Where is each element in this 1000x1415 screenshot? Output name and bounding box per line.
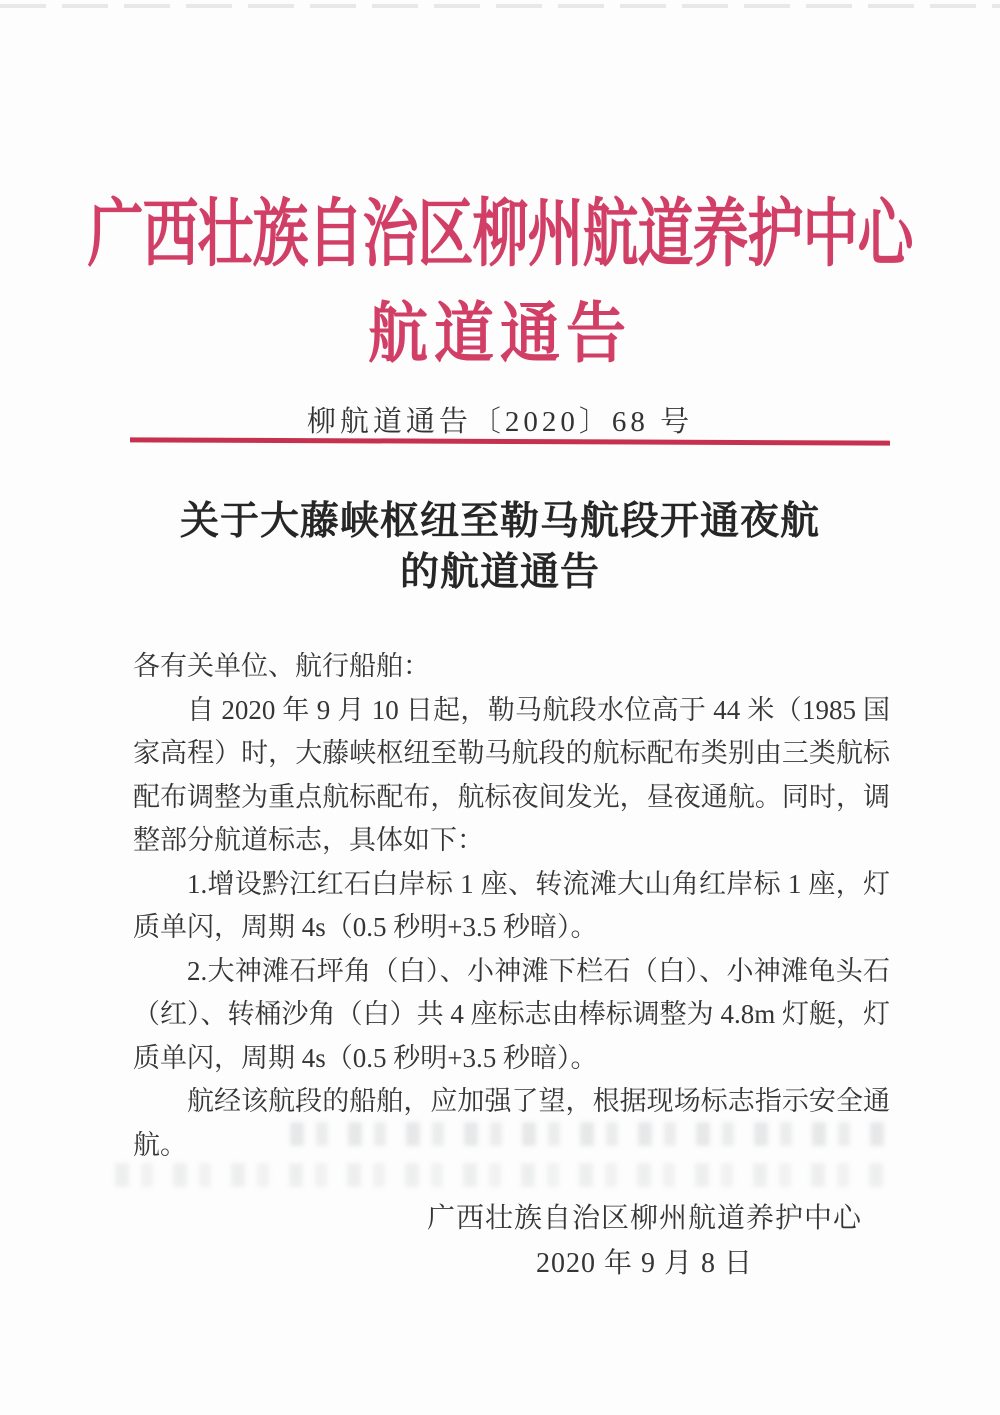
letterhead-notice-type: 航道通告 bbox=[368, 297, 632, 371]
subject-title-line1: 关于大藤峡枢纽至勒马航段开通夜航 bbox=[179, 500, 820, 543]
signature-org-name: 广西壮族自治区柳州航道养护中心 bbox=[426, 1203, 862, 1234]
notice-body bbox=[133, 645, 890, 1167]
letterhead-org-name: 广西壮族自治区柳州航道养护中心 bbox=[87, 194, 913, 277]
subject-title-line2: 的航道通告 bbox=[399, 551, 600, 594]
salutation: 各有关单位、航行船舶： bbox=[133, 651, 430, 681]
paragraph-closing: 航经该航段的船舶，应加强了望，根据现场标志指示安全通航。 bbox=[133, 1086, 890, 1160]
paragraph-item-2: 2.大神滩石坪角（白）、小神滩下栏石（白）、小神滩龟头石（红）、转桶沙角（白）共 4 座标志由棒标调整为 4.8m 灯艇，灯质单闪，周期 4s（0.5 秒明+3.5 秒暗）。 bbox=[133, 955, 890, 1073]
ink-bleed-artifact bbox=[115, 1163, 890, 1187]
ink-bleed-artifact bbox=[290, 1122, 890, 1146]
paragraph-intro: 自 2020 年 9 月 10 日起，勒马航段水位高于 44 米（1985 国家高程）时，大藤峡枢纽至勒马航段的航标配布类别由三类航标配布调整为重点航标配布，航标夜间发光，昼夜通航。同时，调整部分航道标志，具体如下： bbox=[133, 694, 890, 855]
paragraph-item-1: 1.增设黔江红石白岸标 1 座、转流滩大山角红岸标 1 座，灯质单闪，周期 4s（0.5 秒明+3.5 秒暗）。 bbox=[133, 868, 890, 942]
signature-block bbox=[427, 1196, 862, 1286]
signature-date: 2020 年 9 月 8 日 bbox=[535, 1248, 753, 1279]
document-number: 柳航道通告〔2020〕68 号 bbox=[306, 406, 694, 438]
scan-edge-artifact bbox=[0, 4, 1000, 8]
subject-title bbox=[0, 496, 1000, 598]
